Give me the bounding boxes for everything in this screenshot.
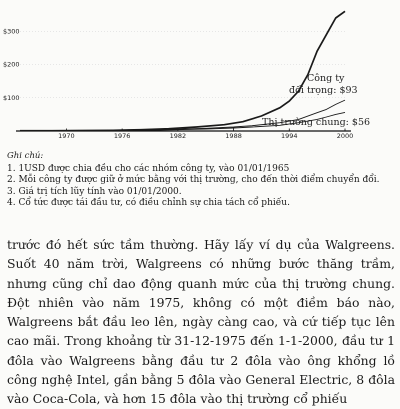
performance-chart <box>0 0 400 140</box>
note-item: 4. Cổ tức được tái đầu tư, có điều chỉnh sự chia tách cổ phiếu. <box>7 198 290 209</box>
market-annotation: Thị trường chung: $56 <box>262 117 371 128</box>
x-tick-label: 1994 <box>281 132 298 140</box>
x-tick-label: 1988 <box>225 132 242 140</box>
walgreens-series-line <box>20 11 345 130</box>
comparison-annotation-line2: đối trọng: $93 <box>289 85 358 96</box>
body-paragraph: trước đó hết sức tầm thường. Hãy lấy ví dụ của Walgreens. Suốt 40 năm trời, Walgreens có những bước thăng trầm, nhưng cũng chỉ dao động quanh mức của thị trường chung. Đột nhiên vào năm 1975, không có một điềm báo nào, Walgreens bắt đầu leo lên, ngày càng cao, và cứ tiếp tục lên cao mãi. Trong khoảng từ 31-12-1975 đến 1-1-2000, đầu tư 1 đôla vào Walgreens bằng đầu tư 2 đôla vào ông khổng lồ công nghệ Intel, gần bằng 5 đôla vào General Electric, 8 đôla vào Coca-Cola, và hơn 15 đôla vào thị trường cổ phiếu <box>7 237 395 407</box>
note-item: 1. 1USD được chia đều cho các nhóm công ty, vào 01/01/1965 <box>7 163 290 174</box>
note-item: 2. Mỗi công ty được giữ ở mức bằng với thị trường, cho đến thời điểm chuyển đổi. <box>7 175 380 186</box>
x-tick-label: 1970 <box>58 132 75 140</box>
x-tick-label: 1982 <box>169 132 187 140</box>
note-item: 3. Giá trị tích lũy tính vào 01/01/2000. <box>7 186 182 197</box>
y-tick-label: $200 <box>3 60 20 69</box>
x-tick-label: 2000 <box>336 132 354 140</box>
comparison-annotation-line1: Công ty <box>307 73 345 84</box>
notes-heading: Ghi chú: <box>7 151 44 161</box>
y-tick-label: $100 <box>3 93 20 102</box>
y-tick-label: $300 <box>3 27 20 36</box>
x-tick-label: 1976 <box>113 132 131 140</box>
chart-notes <box>7 151 397 210</box>
